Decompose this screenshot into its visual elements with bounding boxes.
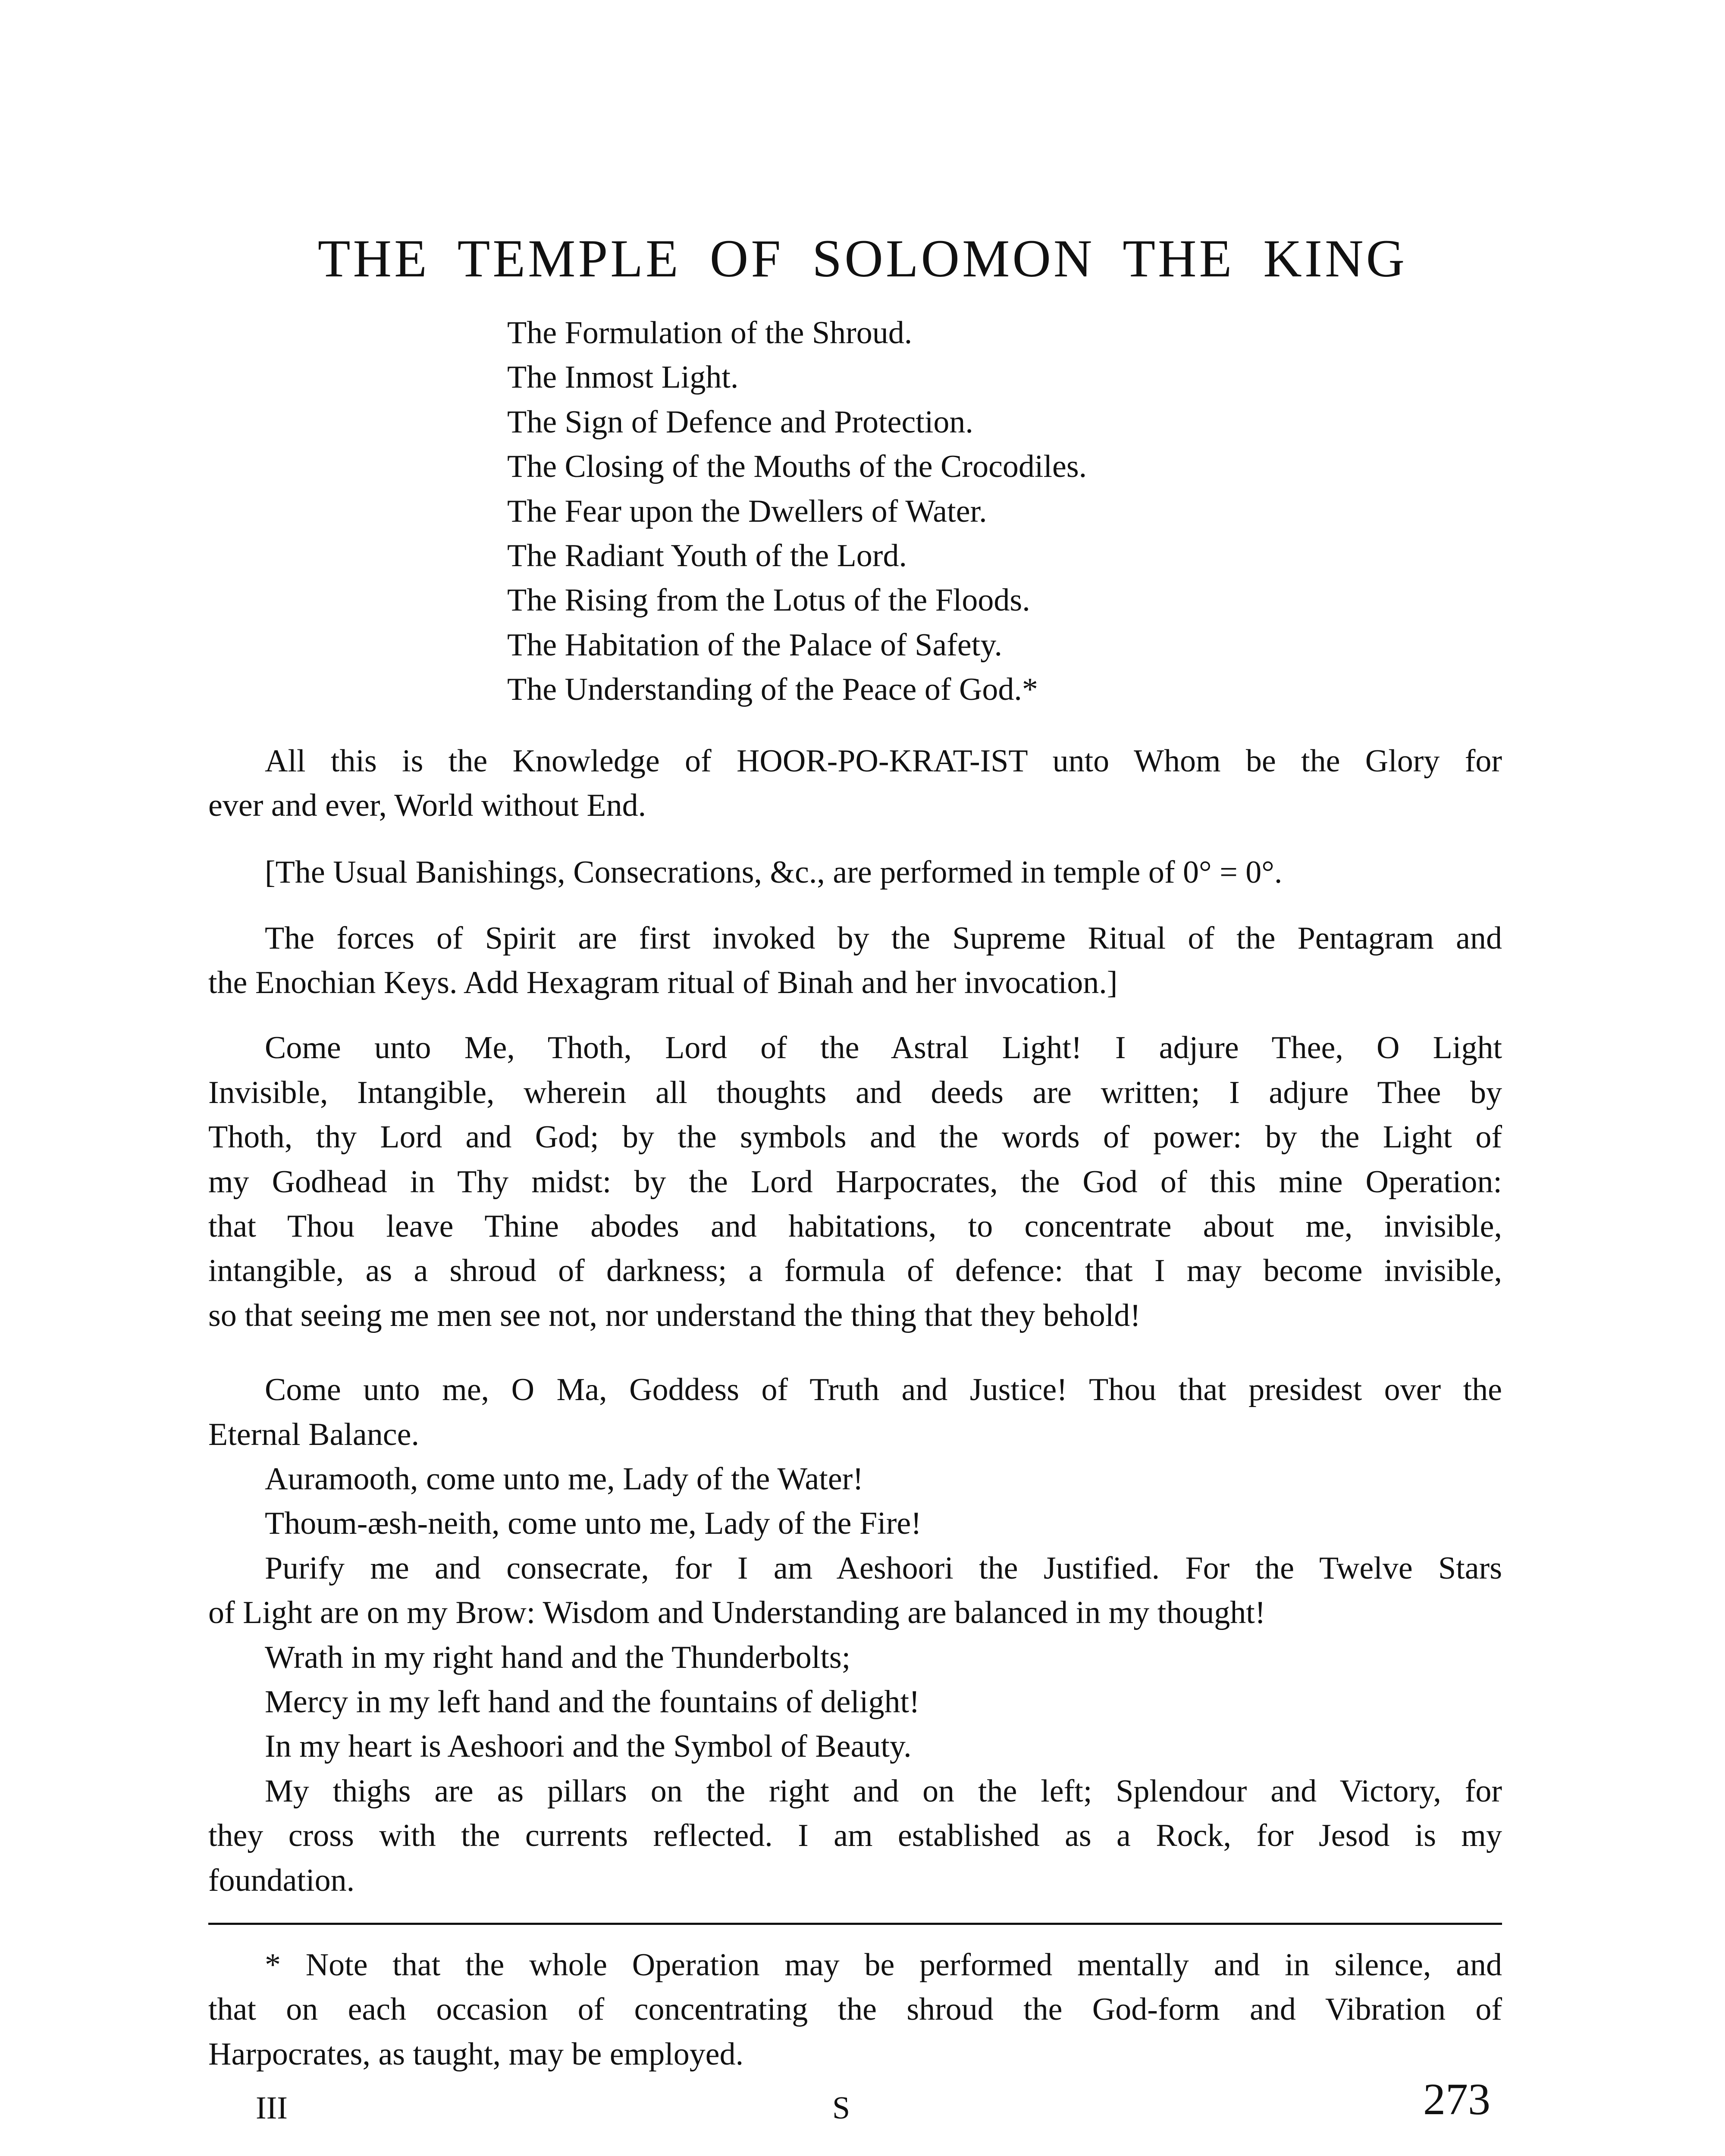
text-line: so that seeing me men see not, nor understand the thing that they behold!: [208, 1297, 1141, 1333]
text-line: Thoum-æsh-neith, come unto me, Lady of the Fire!: [265, 1506, 922, 1542]
text-line: All this is the Knowledge of HOOR-PO-KRAT-IST unto Whom be the Glory for: [265, 743, 1502, 779]
paragraph-thoth-invocation: [208, 1026, 1502, 1338]
footnote-divider: [208, 1923, 1502, 1925]
list-item: The Sign of Defence and Protection.: [507, 404, 973, 440]
text-line: In my heart is Aeshoori and the Symbol of Beauty.: [265, 1729, 912, 1764]
list-item: The Radiant Youth of the Lord.: [507, 538, 907, 573]
text-line: Eternal Balance.: [208, 1416, 419, 1452]
volume-number: III: [256, 2090, 288, 2126]
list-item: The Rising from the Lotus of the Floods.: [507, 583, 1030, 618]
text-line: The forces of Spirit are first invoked by the Supreme Ritual of the Pentagram and: [265, 920, 1502, 956]
list-item: The Understanding of the Peace of God.*: [507, 672, 1038, 708]
list-item: The Inmost Light.: [507, 360, 739, 395]
text-line: intangible, as a shroud of darkness; a formula of defence: that I may become invisible,: [208, 1253, 1502, 1289]
text-line: Wrath in my right hand and the Thunderbolts;: [265, 1639, 851, 1675]
text-line: Harpocrates, as taught, may be employed.: [208, 2036, 744, 2072]
text-line: Come unto me, O Ma, Goddess of Truth and Justice! Thou that presidest over the: [265, 1372, 1502, 1408]
page-number: 273: [1423, 2075, 1490, 2125]
text-line: Mercy in my left hand and the fountains of delight!: [265, 1684, 920, 1720]
paragraph-knowledge: [208, 739, 1502, 828]
text-line: Auramooth, come unto me, Lady of the Water!: [265, 1461, 863, 1497]
text-line: the Enochian Keys. Add Hexagram ritual of Binah and her invocation.]: [208, 965, 1118, 1001]
text-line: Come unto Me, Thoth, Lord of the Astral Light! I adjure Thee, O Light: [265, 1030, 1502, 1066]
list-item: The Fear upon the Dwellers of Water.: [507, 493, 987, 529]
paragraph-banishings: [208, 850, 1502, 895]
text-line: they cross with the currents reflected. I am established as a Rock, for Jesod is my: [208, 1818, 1502, 1854]
text-line: that on each occasion of concentrating the shroud the God-form and Vibration of: [208, 1992, 1502, 2028]
text-line: Purify me and consecrate, for I am Aeshoori the Justified. For the Twelve Stars: [265, 1550, 1502, 1586]
paragraph-ma-invocation: [208, 1368, 1502, 1903]
text-line: [The Usual Banishings, Consecrations, &c., are performed in temple of 0° = 0°.: [265, 855, 1283, 890]
text-line: foundation.: [208, 1862, 355, 1898]
list-item: The Closing of the Mouths of the Crocodiles.: [507, 449, 1087, 485]
signature-mark: S: [832, 2090, 850, 2126]
contents-list: [507, 311, 1725, 712]
list-item: The Formulation of the Shroud.: [507, 315, 913, 351]
text-line: * Note that the whole Operation may be performed mentally and in silence, and: [265, 1947, 1502, 1983]
list-item: The Habitation of the Palace of Safety.: [507, 627, 1002, 663]
page-title: THE TEMPLE OF SOLOMON THE KING: [317, 229, 1408, 288]
text-line: Invisible, Intangible, wherein all thoughts and deeds are written; I adjure Thee by: [208, 1075, 1502, 1110]
text-line: ever and ever, World without End.: [208, 787, 646, 823]
text-line: my Godhead in Thy midst: by the Lord Harpocrates, the God of this mine Operation:: [208, 1164, 1502, 1200]
text-line: My thighs are as pillars on the right and on the left; Splendour and Victory, for: [265, 1773, 1502, 1809]
page-footer: [0, 2075, 1725, 2134]
text-line: of Light are on my Brow: Wisdom and Understanding are balanced in my thought!: [208, 1595, 1266, 1631]
text-line: that Thou leave Thine abodes and habitations, to concentrate about me, invisible,: [208, 1209, 1502, 1244]
footnote: [208, 1943, 1502, 2077]
paragraph-forces: [208, 916, 1502, 1006]
text-line: Thoth, thy Lord and God; by the symbols and the words of power: by the Light of: [208, 1119, 1502, 1155]
